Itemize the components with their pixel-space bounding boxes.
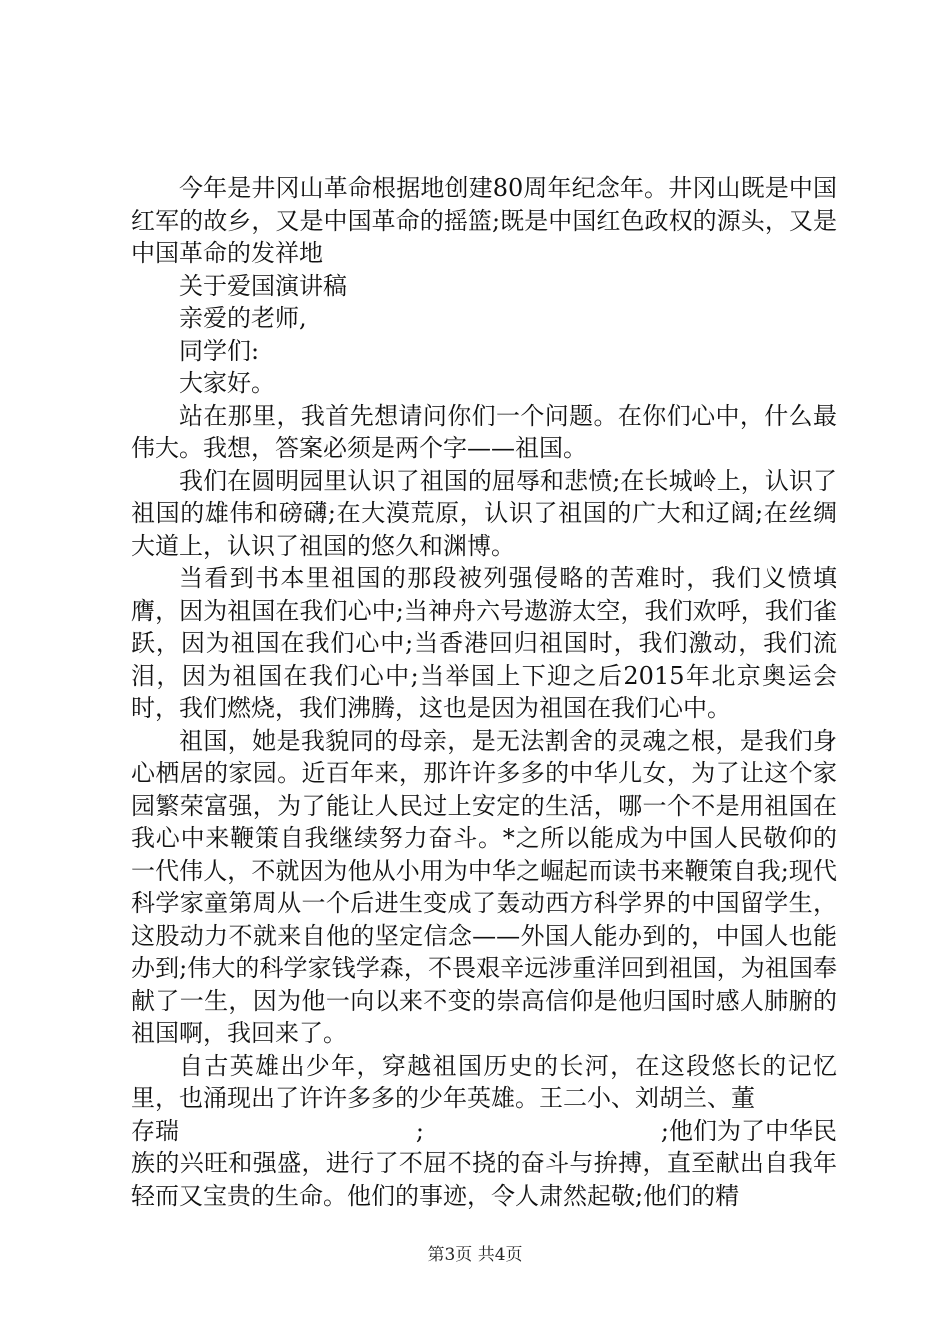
paragraph-intro: 今年是井冈山革命根据地创建80周年纪念年。井冈山既是中国红军的故乡，又是中国革命的摇篮;既是中国红色政权的源头，又是中国革命的发祥地 bbox=[131, 174, 837, 267]
gap-line-part-2: ; bbox=[415, 1116, 424, 1145]
greeting: 大家好。 bbox=[179, 369, 275, 397]
paragraph-question: 站在那里，我首先想请问你们一个问题。在你们心中，什么最伟大。我想，答案必须是两个字——祖国。 bbox=[131, 401, 837, 462]
speech-title: 关于爱国演讲稿 bbox=[179, 271, 347, 300]
gap-line-part-3: ;他们为了中华民 bbox=[660, 1116, 837, 1145]
paragraph-motherland: 祖国，她是我貌同的母亲，是无法割舍的灵魂之根，是我们身心栖居的家园。近百年来，那许许多多的中华儿女，为了让这个家园繁荣富强，为了能让人民过上安定的生活，哪一个不是用祖国在我心中来鞭策自我继续努力奋斗。*之所以能成为中国人民敬仰的一代伟人，不就因为他从小用为中华之崛起而读书来鞭策自我;现代科学家童第周从一个后进生变成了轰动西方科学界的中国留学生，这股动力不就来自他的坚定信念——外国人能办到的，中国人也能办到;伟大的科学家钱学森，不畏艰辛远涉重洋回到祖国，为祖国奉献了一生，因为他一向以来不变的崇高信仰是他归国时感人肺腑的祖国啊，我回来了。 bbox=[131, 726, 837, 1047]
paragraph-recognition: 我们在圆明园里认识了祖国的屈辱和悲愤;在长城岭上，认识了祖国的雄伟和磅礴;在大漠荒原，认识了祖国的广大和辽阔;在丝绸大道上，认识了祖国的悠久和渊博。 bbox=[131, 466, 837, 560]
paragraph-young-heroes: 自古英雄出少年，穿越祖国历史的长河，在这段悠长的记忆里，也涌现出了许许多多的少年英雄。王二小、刘胡兰、董 bbox=[131, 1051, 837, 1112]
page-footer: 第3页 共4页 bbox=[427, 1245, 523, 1265]
paragraph-in-our-hearts: 当看到书本里祖国的那段被列强侵略的苦难时，我们义愤填膺，因为祖国在我们心中;当神舟六号遨游太空，我们欢呼，我们雀跃，因为祖国在我们心中;当香港回归祖国时，我们激动，我们流泪，因为祖国在我们心中;当举国上下迎之后2015年北京奥运会时，我们燃烧，我们沸腾，这也是因为祖国在我们心中。 bbox=[131, 564, 837, 722]
document-body bbox=[131, 172, 837, 1212]
gap-line-part-1: 存瑞 bbox=[131, 1116, 179, 1145]
salutation-teachers: 亲爱的老师, bbox=[179, 304, 307, 332]
salutation-students: 同学们: bbox=[179, 336, 260, 365]
paragraph-heroes-continued: 族的兴旺和强盛，进行了不屈不挠的奋斗与拚搏，直至献出自我年轻而又宝贵的生命。他们的事迹，令人肃然起敬;他们的精 bbox=[131, 1149, 837, 1210]
paragraph-gap-line bbox=[131, 1115, 837, 1148]
